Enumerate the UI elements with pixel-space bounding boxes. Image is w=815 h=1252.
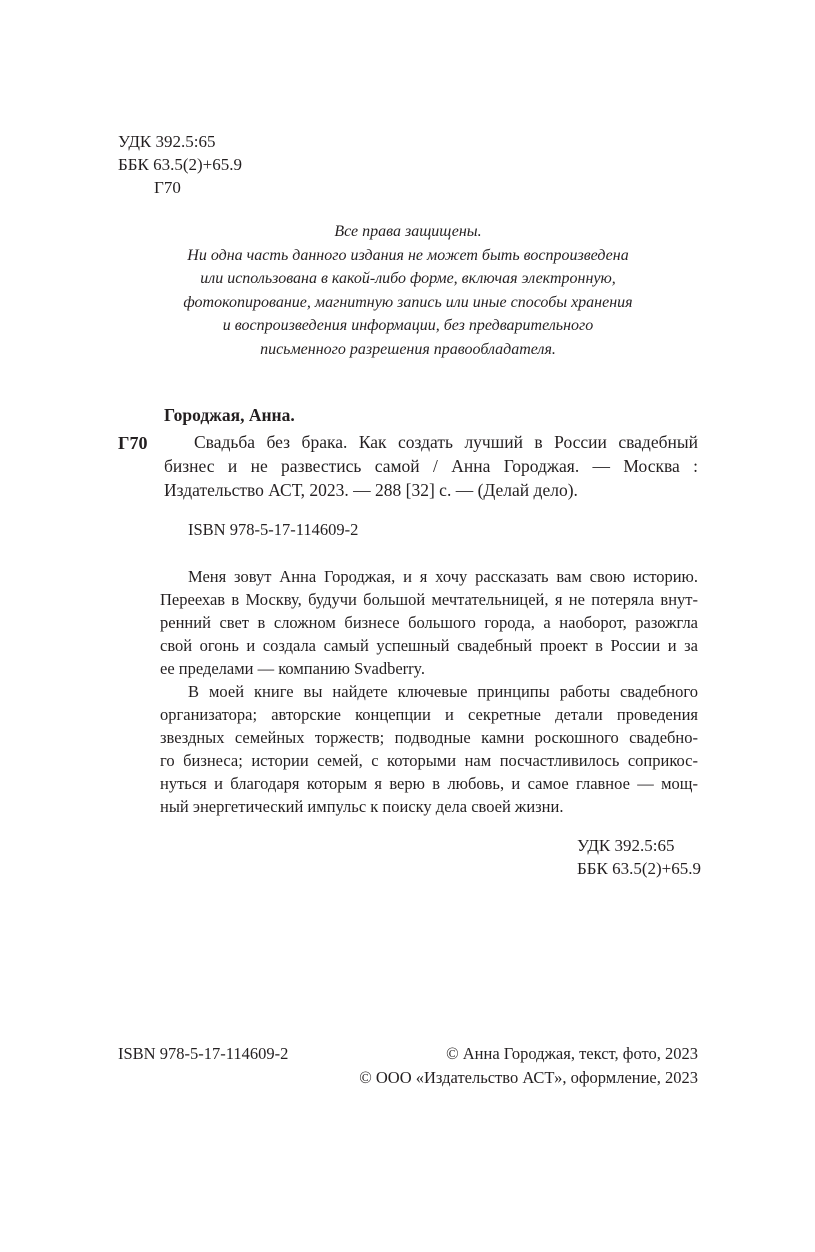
- annotation-line: ный энергетический импульс к поиску дела своей жизни.: [160, 797, 564, 816]
- bbk-code: ББК 63.5(2)+65.9: [577, 859, 702, 878]
- rights-line: Ни одна часть данного издания не может быть воспроизведена: [187, 246, 629, 264]
- rights-line: или использована в какой-либо форме, включая электронную,: [200, 270, 616, 287]
- bbk-code: ББК 63.5(2)+65.9: [118, 155, 243, 174]
- rights-line: письменного разрешения правообладателя.: [260, 340, 556, 358]
- classification-codes-right: [577, 834, 701, 880]
- footer-isbn: ISBN 978-5-17-114609-2: [118, 1044, 289, 1063]
- entry-description: [118, 430, 698, 502]
- rights-notice: [118, 220, 698, 361]
- udk-code: УДК 392.5:65: [577, 836, 675, 855]
- copyright-line: © ООО «Издательство АСТ», оформление, 2023: [359, 1068, 698, 1087]
- rights-line: и воспроизведения информации, без предварительного: [222, 317, 594, 334]
- bibliographic-entry: [118, 403, 698, 502]
- entry-code: Г70: [118, 433, 148, 453]
- rights-line: Все права защищены.: [334, 223, 482, 240]
- annotation-line: ренний свет в сложном бизнесе большого города, а наоборот, разожгла: [160, 613, 698, 632]
- classification-codes-top: [118, 130, 242, 199]
- copyright-notices: [359, 1042, 698, 1090]
- udk-code: УДК 392.5:65: [118, 132, 216, 151]
- rights-line: фотокопирование, магнитную запись или иные способы хранения: [183, 293, 633, 311]
- copyright-line: © Анна Городжая, текст, фото, 2023: [446, 1044, 698, 1063]
- annotation-line: организатора; авторские концепции и секретные детали проведения: [160, 705, 698, 724]
- annotation-line: Меня зовут Анна Городжая, и я хочу рассказать вам свою историю.: [188, 567, 698, 586]
- annotation-paragraph: [160, 680, 698, 818]
- annotation-line: В моей книге вы найдете ключевые принципы работы свадебного: [188, 682, 698, 701]
- entry-line: бизнес и не развестись самой / Анна Городжая. — Москва :: [164, 456, 698, 476]
- entry-line: Свадьба без брака. Как создать лучший в России свадебный: [194, 432, 698, 452]
- annotation-line: Переехав в Москву, будучи большой мечтательницей, я не потеряла внут-: [160, 590, 698, 609]
- annotation-line: ее пределами — компанию Svadberry.: [160, 659, 425, 678]
- author-mark: Г70: [154, 178, 181, 197]
- annotation-line: го бизнеса; истории семей, с которыми нам посчастливилось соприкос-: [160, 751, 698, 770]
- annotation-line: звездных семейных торжеств; подводные камни роскошного свадебно-: [160, 728, 698, 747]
- annotation-paragraph: [160, 565, 698, 680]
- entry-line: Издательство АСТ, 2023. — 288 [32] с. — (Делай дело).: [164, 480, 578, 500]
- annotation-line: свой огонь и создала самый успешный свадебный проект в России и за: [160, 636, 698, 655]
- entry-isbn: ISBN 978-5-17-114609-2: [188, 520, 359, 539]
- annotation-line: нуться и благодаря которым я верю в любовь, и самое главное — мощ-: [160, 774, 698, 793]
- entry-author: Городжая, Анна.: [164, 405, 295, 425]
- annotation: [160, 565, 698, 818]
